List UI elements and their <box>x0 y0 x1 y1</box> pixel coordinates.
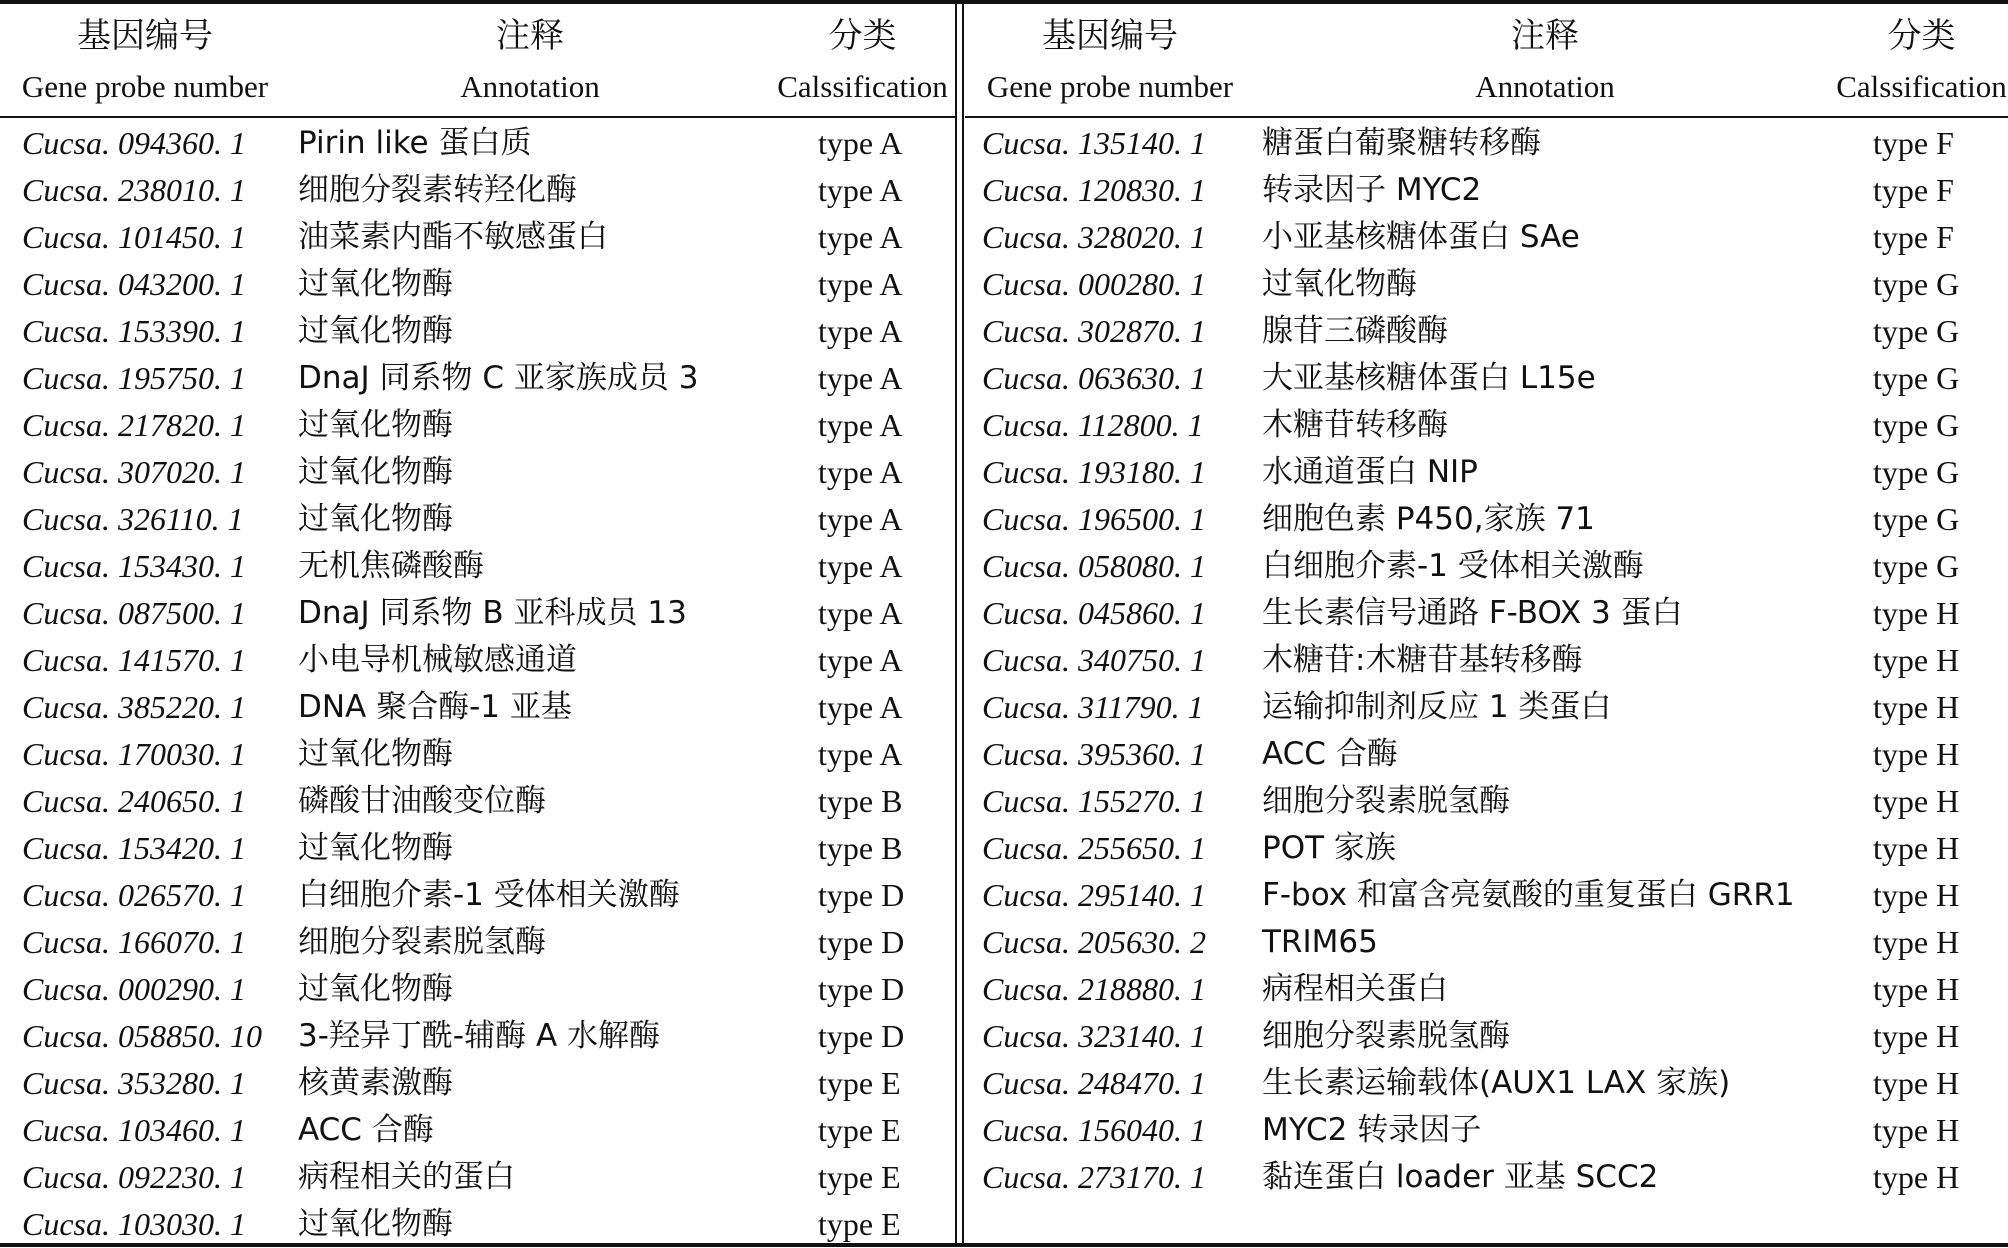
table-row <box>965 684 2008 731</box>
annotation-cell: 水通道蛋白 NIP <box>1262 454 1478 490</box>
header-annotation-zh: 注释 <box>496 16 564 56</box>
table-left-half <box>0 4 955 1243</box>
gene-probe-number: Cucsa. 135140. 1 <box>982 125 1206 161</box>
classification-cell: type H <box>1873 877 1960 913</box>
table-row <box>0 261 955 308</box>
table-row <box>965 261 2008 308</box>
table-row <box>0 919 955 966</box>
annotation-cell: TRIM65 <box>1262 924 1378 960</box>
header-annotation-en: Annotation <box>460 69 600 104</box>
gene-probe-number: Cucsa. 193180. 1 <box>982 454 1206 490</box>
gene-probe-number: Cucsa. 155270. 1 <box>982 783 1206 819</box>
table-row <box>965 731 2008 778</box>
classification-cell: type E <box>818 1065 901 1101</box>
table-row <box>965 402 2008 449</box>
classification-cell: type H <box>1873 924 1960 960</box>
table-row <box>0 120 955 167</box>
table-row <box>965 120 2008 167</box>
gene-probe-number: Cucsa. 153430. 1 <box>22 548 246 584</box>
classification-cell: type A <box>818 595 903 631</box>
gene-probe-number: Cucsa. 026570. 1 <box>22 877 246 913</box>
table-row <box>965 1107 2008 1154</box>
annotation-cell: 细胞分裂素脱氢酶 <box>1262 1018 1510 1054</box>
annotation-cell: 无机焦磷酸酶 <box>298 548 484 584</box>
header-class-en: Calssification <box>777 69 948 104</box>
annotation-cell: 过氧化物酶 <box>298 1206 453 1242</box>
annotation-cell: 过氧化物酶 <box>1262 266 1417 302</box>
annotation-cell: 小亚基核糖体蛋白 SAe <box>1262 219 1580 255</box>
classification-cell: type H <box>1873 642 1960 678</box>
table-row <box>965 637 2008 684</box>
annotation-cell: 生长素运输载体(AUX1 LAX 家族) <box>1262 1065 1731 1101</box>
annotation-cell: 白细胞介素-1 受体相关激酶 <box>1262 548 1644 584</box>
header-gene-zh: 基因编号 <box>1042 16 1178 56</box>
classification-cell: type A <box>818 689 903 725</box>
table-row <box>965 355 2008 402</box>
gene-probe-number: Cucsa. 353280. 1 <box>22 1065 246 1101</box>
annotation-cell: 细胞色素 P450,家族 71 <box>1262 501 1595 537</box>
annotation-cell: 过氧化物酶 <box>298 830 453 866</box>
annotation-cell: 细胞分裂素脱氢酶 <box>298 924 546 960</box>
gene-probe-number: Cucsa. 311790. 1 <box>982 689 1204 725</box>
classification-cell: type D <box>818 877 905 913</box>
table-row <box>0 496 955 543</box>
table-body <box>965 120 2008 1201</box>
annotation-cell: 黏连蛋白 loader 亚基 SCC2 <box>1262 1159 1659 1195</box>
classification-cell: type A <box>818 736 903 772</box>
table-row <box>0 778 955 825</box>
header-class-en: Calssification <box>1836 69 2007 104</box>
gene-probe-number: Cucsa. 340750. 1 <box>982 642 1206 678</box>
classification-cell: type B <box>818 830 903 866</box>
gene-probe-number: Cucsa. 063630. 1 <box>982 360 1206 396</box>
annotation-cell: 磷酸甘油酸变位酶 <box>298 783 546 819</box>
annotation-cell: 转录因子 MYC2 <box>1262 172 1482 208</box>
gene-probe-number: Cucsa. 153420. 1 <box>22 830 246 866</box>
table-header <box>965 4 2008 118</box>
annotation-cell: 3-羟异丁酰-辅酶 A 水解酶 <box>298 1018 661 1054</box>
table-row <box>965 1154 2008 1201</box>
classification-cell: type G <box>1873 266 1960 302</box>
gene-probe-number: Cucsa. 103030. 1 <box>22 1206 246 1242</box>
annotation-cell: ACC 合酶 <box>1262 736 1398 772</box>
classification-cell: type H <box>1873 1065 1960 1101</box>
gene-probe-number: Cucsa. 218880. 1 <box>982 971 1206 1007</box>
classification-cell: type D <box>818 924 905 960</box>
table-row <box>0 543 955 590</box>
table-row <box>965 590 2008 637</box>
gene-probe-number: Cucsa. 058850. 10 <box>22 1018 262 1054</box>
table-row <box>0 1107 955 1154</box>
classification-cell: type F <box>1873 125 1954 161</box>
annotation-cell: 腺苷三磷酸酶 <box>1262 313 1448 349</box>
gene-probe-number: Cucsa. 302870. 1 <box>982 313 1206 349</box>
table-row <box>0 308 955 355</box>
gene-probe-number: Cucsa. 120830. 1 <box>982 172 1206 208</box>
classification-cell: type H <box>1873 1112 1960 1148</box>
table-row <box>965 543 2008 590</box>
header-annotation-en: Annotation <box>1475 69 1615 104</box>
annotation-cell: 木糖苷:木糖苷基转移酶 <box>1262 642 1583 678</box>
table-row <box>0 449 955 496</box>
annotation-cell: 糖蛋白葡聚糖转移酶 <box>1262 125 1541 161</box>
gene-probe-number: Cucsa. 238010. 1 <box>22 172 246 208</box>
gene-probe-number: Cucsa. 043200. 1 <box>22 266 246 302</box>
classification-cell: type H <box>1873 736 1960 772</box>
annotation-cell: ACC 合酶 <box>298 1112 434 1148</box>
gene-probe-number: Cucsa. 395360. 1 <box>982 736 1206 772</box>
gene-probe-number: Cucsa. 045860. 1 <box>982 595 1206 631</box>
gene-probe-number: Cucsa. 094360. 1 <box>22 125 246 161</box>
table-row <box>0 1154 955 1201</box>
table-right-half <box>965 4 2008 1243</box>
annotation-cell: 过氧化物酶 <box>298 971 453 1007</box>
gene-probe-number: Cucsa. 217820. 1 <box>22 407 246 443</box>
table-row <box>0 590 955 637</box>
classification-cell: type A <box>818 266 903 302</box>
classification-cell: type H <box>1873 783 1960 819</box>
gene-probe-number: Cucsa. 166070. 1 <box>22 924 246 960</box>
gene-probe-number: Cucsa. 092230. 1 <box>22 1159 246 1195</box>
gene-probe-number: Cucsa. 153390. 1 <box>22 313 246 349</box>
annotation-cell: 过氧化物酶 <box>298 501 453 537</box>
classification-cell: type A <box>818 360 903 396</box>
header-gene-en: Gene probe number <box>21 69 269 104</box>
gene-probe-number: Cucsa. 103460. 1 <box>22 1112 246 1148</box>
classification-cell: type A <box>818 454 903 490</box>
classification-cell: type H <box>1873 830 1960 866</box>
classification-cell: type H <box>1873 1159 1960 1195</box>
classification-cell: type A <box>818 172 903 208</box>
gene-probe-number: Cucsa. 195750. 1 <box>22 360 246 396</box>
table-body <box>0 120 955 1248</box>
classification-cell: type A <box>818 548 903 584</box>
annotation-cell: 病程相关的蛋白 <box>298 1159 515 1195</box>
table-row <box>965 308 2008 355</box>
table-row <box>0 637 955 684</box>
classification-cell: type A <box>818 501 903 537</box>
annotation-cell: 过氧化物酶 <box>298 407 453 443</box>
classification-cell: type D <box>818 1018 905 1054</box>
gene-probe-number: Cucsa. 101450. 1 <box>22 219 246 255</box>
annotation-cell: 白细胞介素-1 受体相关激酶 <box>298 877 680 913</box>
classification-cell: type G <box>1873 501 1960 537</box>
table-row <box>965 1060 2008 1107</box>
table-row <box>965 449 2008 496</box>
annotation-cell: 运输抑制剂反应 1 类蛋白 <box>1262 689 1612 725</box>
annotation-cell: 过氧化物酶 <box>298 266 453 302</box>
gene-probe-number: Cucsa. 295140. 1 <box>982 877 1206 913</box>
annotation-cell: POT 家族 <box>1262 830 1396 866</box>
classification-cell: type H <box>1873 689 1960 725</box>
gene-probe-number: Cucsa. 240650. 1 <box>22 783 246 819</box>
table-row <box>0 1060 955 1107</box>
annotation-cell: MYC2 转录因子 <box>1262 1112 1482 1148</box>
annotation-cell: 过氧化物酶 <box>298 313 453 349</box>
gene-probe-number: Cucsa. 307020. 1 <box>22 454 246 490</box>
table-row <box>0 402 955 449</box>
annotation-cell: DNA 聚合酶-1 亚基 <box>298 689 572 725</box>
table-row <box>965 872 2008 919</box>
annotation-cell: 病程相关蛋白 <box>1262 971 1448 1007</box>
header-annotation-zh: 注释 <box>1511 16 1579 56</box>
table-row <box>965 919 2008 966</box>
classification-cell: type H <box>1873 971 1960 1007</box>
annotation-cell: 细胞分裂素脱氢酶 <box>1262 783 1510 819</box>
classification-cell: type G <box>1873 360 1960 396</box>
gene-probe-number: Cucsa. 328020. 1 <box>982 219 1206 255</box>
annotation-cell: 生长素信号通路 F-BOX 3 蛋白 <box>1262 595 1683 631</box>
gene-probe-number: Cucsa. 156040. 1 <box>982 1112 1206 1148</box>
table-row <box>965 1013 2008 1060</box>
gene-probe-number: Cucsa. 248470. 1 <box>982 1065 1206 1101</box>
gene-probe-number: Cucsa. 000290. 1 <box>22 971 246 1007</box>
classification-cell: type H <box>1873 595 1960 631</box>
classification-cell: type G <box>1873 454 1960 490</box>
annotation-cell: 木糖苷转移酶 <box>1262 407 1448 443</box>
gene-probe-number: Cucsa. 112800. 1 <box>982 407 1204 443</box>
header-gene-zh: 基因编号 <box>77 16 213 56</box>
gene-probe-number: Cucsa. 385220. 1 <box>22 689 246 725</box>
table-row <box>0 214 955 261</box>
table-row <box>965 778 2008 825</box>
gene-probe-number: Cucsa. 326110. 1 <box>22 501 244 537</box>
table-row <box>965 496 2008 543</box>
annotation-cell: 核黄素激酶 <box>298 1065 453 1101</box>
annotation-cell: DnaJ 同系物 C 亚家族成员 3 <box>298 360 699 396</box>
classification-cell: type A <box>818 219 903 255</box>
classification-cell: type G <box>1873 313 1960 349</box>
table-header <box>0 4 955 118</box>
gene-probe-number: Cucsa. 255650. 1 <box>982 830 1206 866</box>
table-row <box>965 214 2008 261</box>
table-row <box>0 1201 955 1248</box>
table-row <box>0 966 955 1013</box>
header-class-zh: 分类 <box>828 16 897 56</box>
gene-probe-number: Cucsa. 141570. 1 <box>22 642 246 678</box>
table-row <box>0 872 955 919</box>
column-divider <box>962 4 964 1243</box>
gene-probe-number: Cucsa. 323140. 1 <box>982 1018 1206 1054</box>
annotation-cell: 细胞分裂素转羟化酶 <box>298 172 577 208</box>
classification-cell: type A <box>818 125 903 161</box>
classification-cell: type E <box>818 1206 901 1242</box>
classification-cell: type A <box>818 313 903 349</box>
table-row <box>0 731 955 778</box>
gene-probe-number: Cucsa. 196500. 1 <box>982 501 1206 537</box>
table-row <box>965 167 2008 214</box>
table-row <box>965 966 2008 1013</box>
table-row <box>0 355 955 402</box>
classification-cell: type B <box>818 783 903 819</box>
classification-cell: type E <box>818 1159 901 1195</box>
classification-cell: type D <box>818 971 905 1007</box>
column-divider <box>955 4 957 1243</box>
annotation-cell: 油菜素内酯不敏感蛋白 <box>298 219 608 255</box>
header-gene-en: Gene probe number <box>986 69 1234 104</box>
gene-probe-number: Cucsa. 205630. 2 <box>982 924 1206 960</box>
annotation-cell: 大亚基核糖体蛋白 L15e <box>1262 360 1596 396</box>
gene-probe-number: Cucsa. 058080. 1 <box>982 548 1206 584</box>
gene-probe-number: Cucsa. 170030. 1 <box>22 736 246 772</box>
annotation-cell: DnaJ 同系物 B 亚科成员 13 <box>298 595 687 631</box>
annotation-cell: F-box 和富含亮氨酸的重复蛋白 GRR1 <box>1262 877 1795 913</box>
classification-cell: type A <box>818 642 903 678</box>
gene-probe-number: Cucsa. 273170. 1 <box>982 1159 1206 1195</box>
gene-probe-number: Cucsa. 000280. 1 <box>982 266 1206 302</box>
annotation-cell: 小电导机械敏感通道 <box>298 642 577 678</box>
classification-cell: type G <box>1873 548 1960 584</box>
gene-probe-number: Cucsa. 087500. 1 <box>22 595 246 631</box>
table-row <box>0 825 955 872</box>
classification-cell: type E <box>818 1112 901 1148</box>
table-row <box>0 1013 955 1060</box>
annotation-cell: 过氧化物酶 <box>298 736 453 772</box>
classification-cell: type H <box>1873 1018 1960 1054</box>
classification-cell: type F <box>1873 172 1954 208</box>
table-row <box>0 684 955 731</box>
classification-cell: type G <box>1873 407 1960 443</box>
annotation-cell: Pirin like 蛋白质 <box>298 125 532 161</box>
classification-cell: type A <box>818 407 903 443</box>
annotation-cell: 过氧化物酶 <box>298 454 453 490</box>
table-row <box>0 167 955 214</box>
table-row <box>965 825 2008 872</box>
classification-cell: type F <box>1873 219 1954 255</box>
header-class-zh: 分类 <box>1887 16 1956 56</box>
